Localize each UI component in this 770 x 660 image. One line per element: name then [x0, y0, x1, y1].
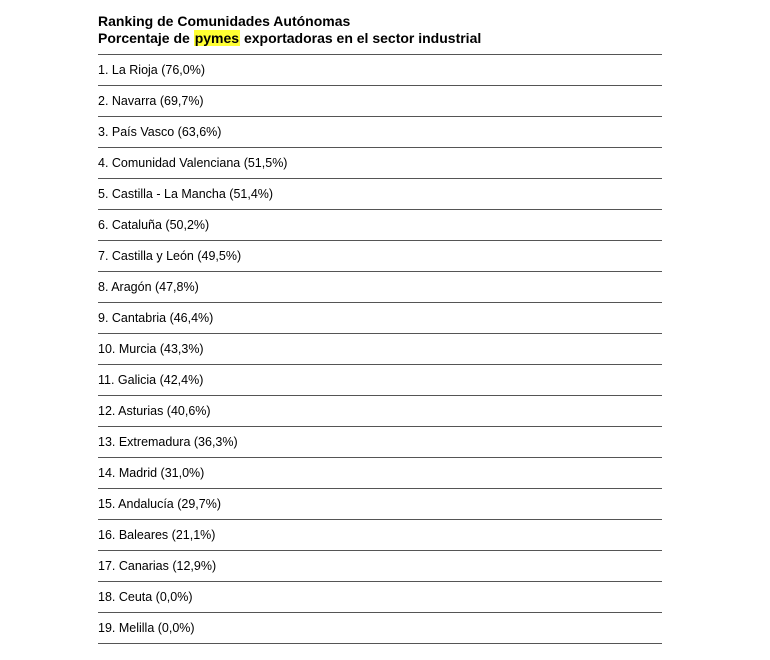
list-item: 7. Castilla y León (49,5%) — [98, 241, 662, 272]
list-item: 1. La Rioja (76,0%) — [98, 55, 662, 86]
heading — [98, 13, 662, 47]
subtitle-suffix: exportadoras en el sector industrial — [240, 30, 482, 46]
list-item: 6. Cataluña (50,2%) — [98, 210, 662, 241]
list-item: 15. Andalucía (29,7%) — [98, 489, 662, 520]
subtitle-prefix: Porcentaje de — [98, 30, 194, 46]
list-item: 11. Galicia (42,4%) — [98, 365, 662, 396]
list-item: 3. País Vasco (63,6%) — [98, 117, 662, 148]
list-item: 19. Melilla (0,0%) — [98, 613, 662, 644]
list-item: 14. Madrid (31,0%) — [98, 458, 662, 489]
list-item: 13. Extremadura (36,3%) — [98, 427, 662, 458]
page-subtitle — [98, 30, 662, 47]
list-item: 18. Ceuta (0,0%) — [98, 582, 662, 613]
list-item: 8. Aragón (47,8%) — [98, 272, 662, 303]
list-item: 5. Castilla - La Mancha (51,4%) — [98, 179, 662, 210]
subtitle-highlight: pymes — [194, 30, 240, 46]
list-item: 16. Baleares (21,1%) — [98, 520, 662, 551]
ranking-document — [98, 13, 662, 644]
list-item: 9. Cantabria (46,4%) — [98, 303, 662, 334]
ranking-list — [98, 55, 662, 644]
list-item: 2. Navarra (69,7%) — [98, 86, 662, 117]
list-item: 12. Asturias (40,6%) — [98, 396, 662, 427]
list-item: 4. Comunidad Valenciana (51,5%) — [98, 148, 662, 179]
list-item: 10. Murcia (43,3%) — [98, 334, 662, 365]
page-title: Ranking de Comunidades Autónomas — [98, 13, 351, 29]
list-item: 17. Canarias (12,9%) — [98, 551, 662, 582]
